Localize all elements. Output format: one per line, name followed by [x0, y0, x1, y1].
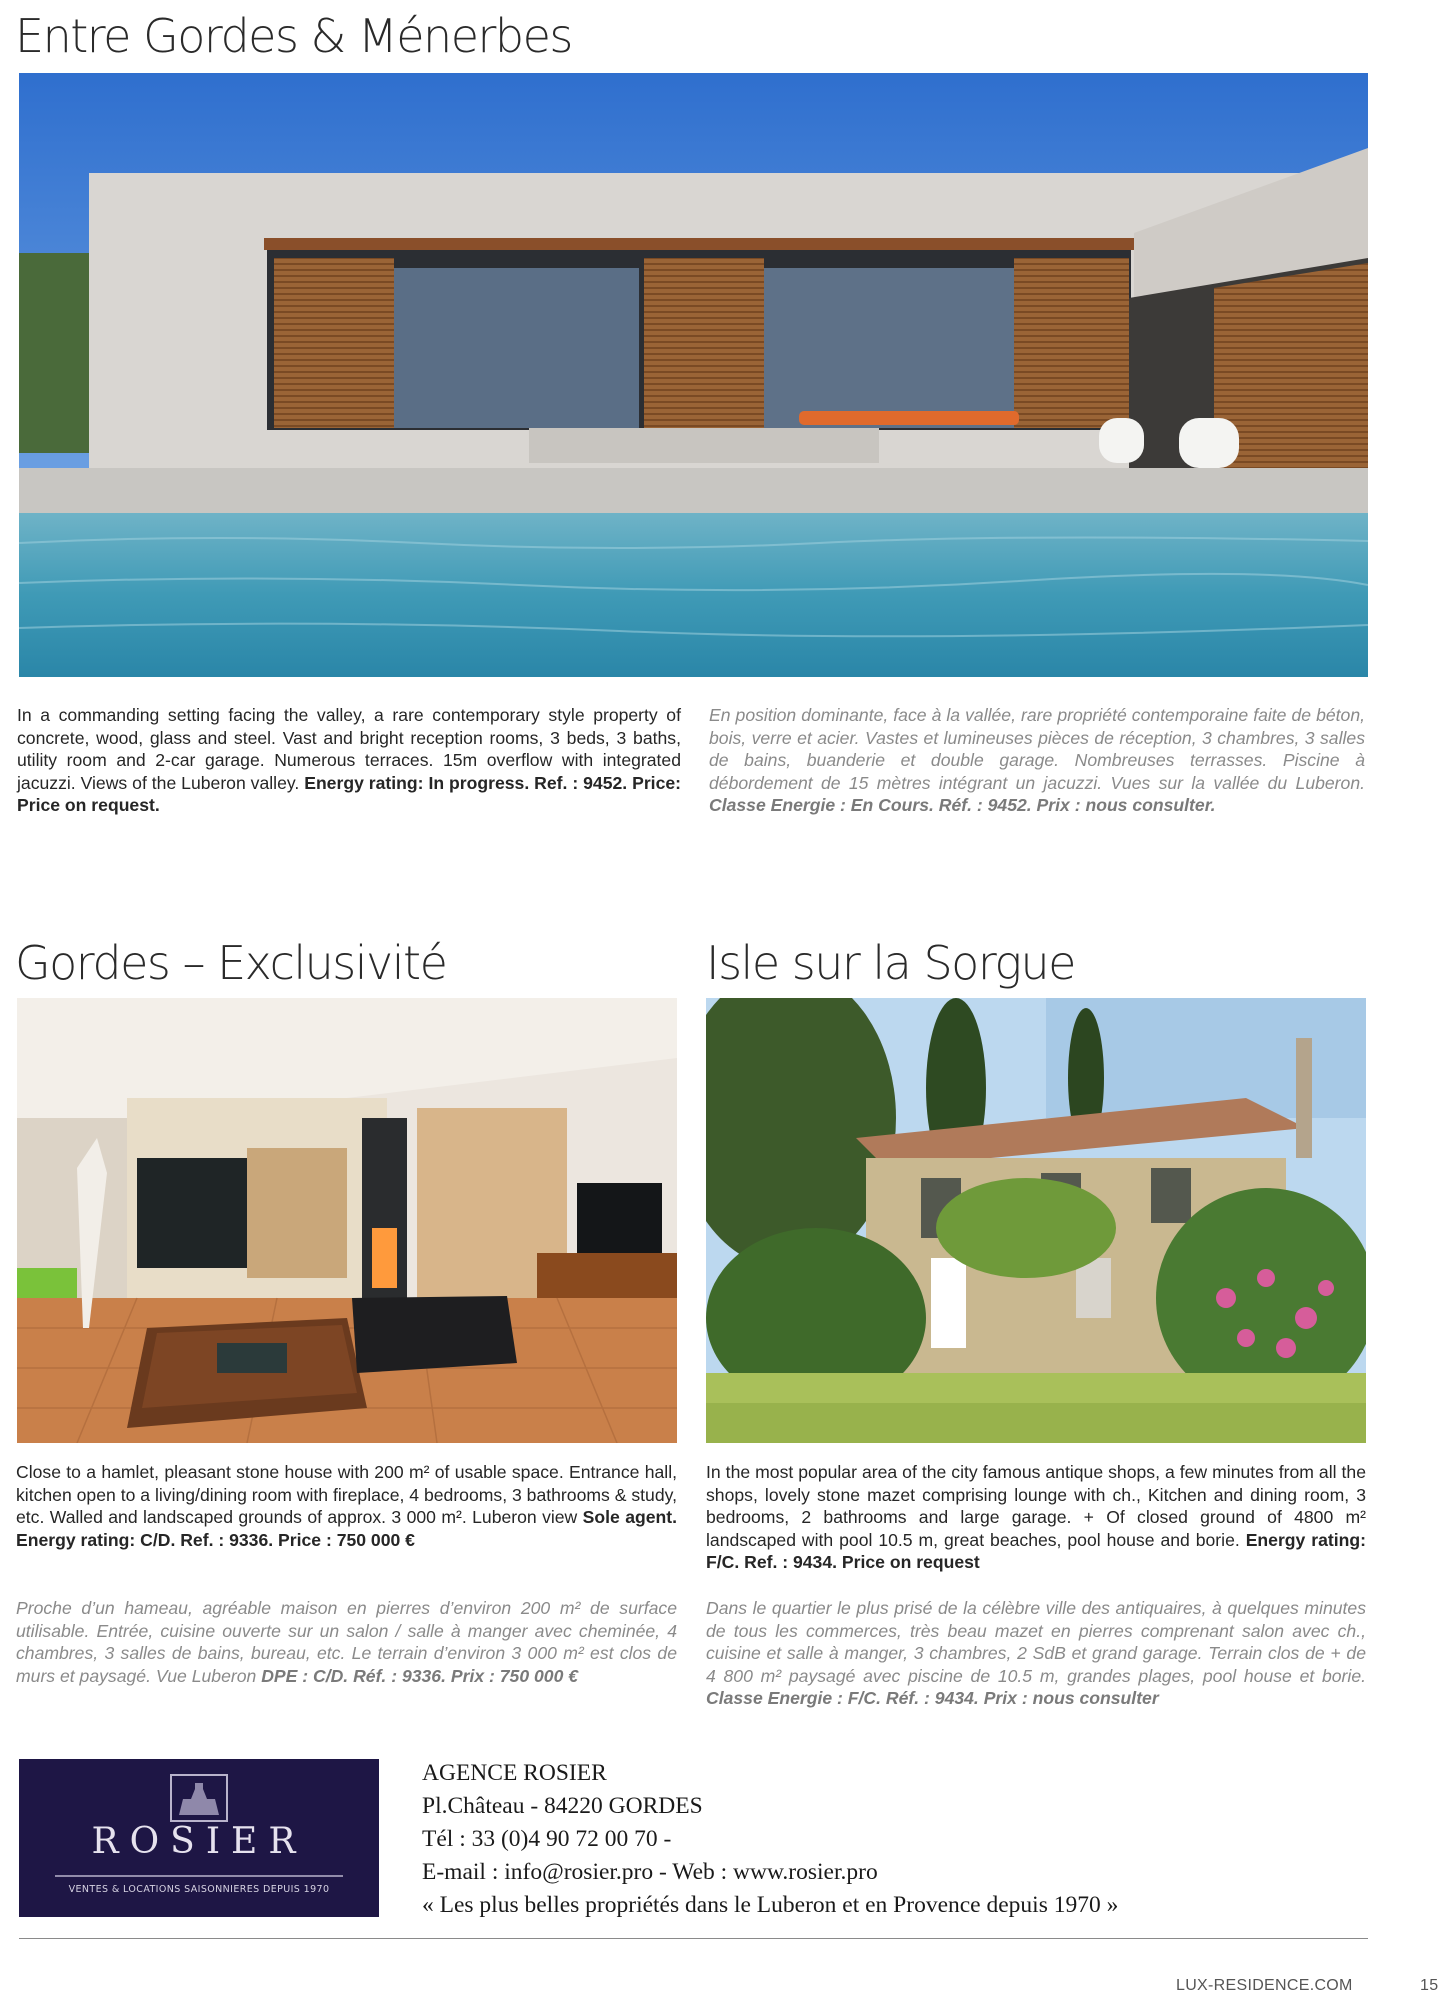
description-text: Close to a hamlet, pleasant stone house with 200 m² of usable space. Entrance hall, kitchen open to a living/dining room with fireplace, 4 bedrooms, 3 bathrooms & study, etc. Walled and landscaped grounds of approx. 3 000 m². Luberon view	[16, 1462, 677, 1528]
listing-description-fr	[16, 1597, 677, 1687]
listing-title: Isle sur la Sorgue	[706, 936, 1075, 990]
listing-reference: Energy rating: In progress. Ref. : 9452. Price: Price on request.	[17, 772, 682, 816]
footer-divider	[19, 1938, 1368, 1939]
agency-address: Pl.Château - 84220 GORDES	[422, 1793, 703, 1819]
property-photo-modern-villa	[19, 73, 1368, 677]
listing-description-en	[706, 1461, 1366, 1574]
description-text: In the most popular area of the city famous antique shops, a few minutes from all the shops, lovely stone mazet comprising lounge with ch., Kitchen and dining room, 3 bedrooms, 2 bathrooms and large garage. + Of closed ground of 4800 m² landscaped with pool 10.5 m, great beaches, pool house and borie.	[706, 1462, 1366, 1550]
description-text: In a commanding setting facing the valley, a rare contemporary style property of concrete, wood, glass and steel. Vast and bright reception rooms, 3 beds, 3 baths, utility room and 2-car garage. Numerous terraces. 15m overflow with integrated jacuzzi. Views of the Luberon valley.	[17, 705, 681, 793]
listing-description-fr	[709, 704, 1365, 817]
description-text: En position dominante, face à la vallée, rare propriété contemporaine faite de béton, bois, verre et acier. Vastes et lumineuses pièces de réception, 3 chambres, 3 salles de bains, buanderie et double garage. Nombreuses terrasses. Piscine à débordement de 15 mètres intégrant un jacuzzi. Vues sur la vallée du Luberon.	[709, 705, 1365, 793]
listing-description-fr	[706, 1597, 1366, 1710]
description-text: Dans le quartier le plus prisé de la célèbre ville des antiquaires, à quelques minutes de tous les commerces, très beau mazet en pierres comprenant salon avec ch., cuisine et salle à manger, 3 chambres, 2 SdB et grand garage. Terrain clos de + de 4 800 m² paysagé avec piscine de 10.5 m, grandes plages, pool house et borie.	[706, 1598, 1366, 1686]
listing-description-en	[16, 1461, 677, 1551]
property-photo-stone-house	[706, 998, 1366, 1443]
agency-email-web: E-mail : info@rosier.pro - Web : www.rosier.pro	[422, 1859, 878, 1885]
listing-reference: Sole agent. Energy rating: C/D. Ref. : 9336. Price : 750 000 €	[16, 1507, 678, 1550]
logo-wordmark: ROSIER	[91, 1821, 307, 1862]
logo-tagline: VENTES & LOCATIONS SAISONNIERES DEPUIS 1970	[68, 1884, 330, 1895]
property-photo-living-room	[17, 998, 677, 1443]
listing-reference: Energy rating: F/C. Ref. : 9434. Price on request	[706, 1529, 1366, 1573]
footer-site: LUX-RESIDENCE.COM	[1176, 1977, 1353, 1994]
agency-slogan: « Les plus belles propriétés dans le Luberon et en Provence depuis 1970 »	[422, 1892, 1119, 1918]
listing-description-en	[17, 704, 681, 817]
listing-reference: DPE : C/D. Réf. : 9336. Prix : 750 000 €	[261, 1665, 579, 1686]
listing-reference: Classe Energie : F/C. Réf. : 9434. Prix : nous consulter	[706, 1688, 1159, 1709]
agency-phone: Tél : 33 (0)4 90 72 00 70 -	[422, 1826, 672, 1852]
agency-logo	[19, 1759, 379, 1917]
listing-title: Gordes – Exclusivité	[15, 936, 447, 990]
listing-reference: Classe Energie : En Cours. Réf. : 9452. Prix : nous consulter.	[709, 795, 1216, 816]
page-number: 15	[1420, 1977, 1439, 1994]
description-text: Proche d’un hameau, agréable maison en pierres d’environ 200 m² de surface utilisable. Entrée, cuisine ouverte sur un salon / salle à manger avec cheminée, 4 chambres, 3 salles de bains, bureau, etc. Le terrain d’environ 3 000 m² est clos de murs et paysagé. Vue Luberon	[16, 1598, 677, 1686]
agency-name: AGENCE ROSIER	[422, 1760, 607, 1786]
listing-title: Entre Gordes & Ménerbes	[15, 9, 572, 63]
